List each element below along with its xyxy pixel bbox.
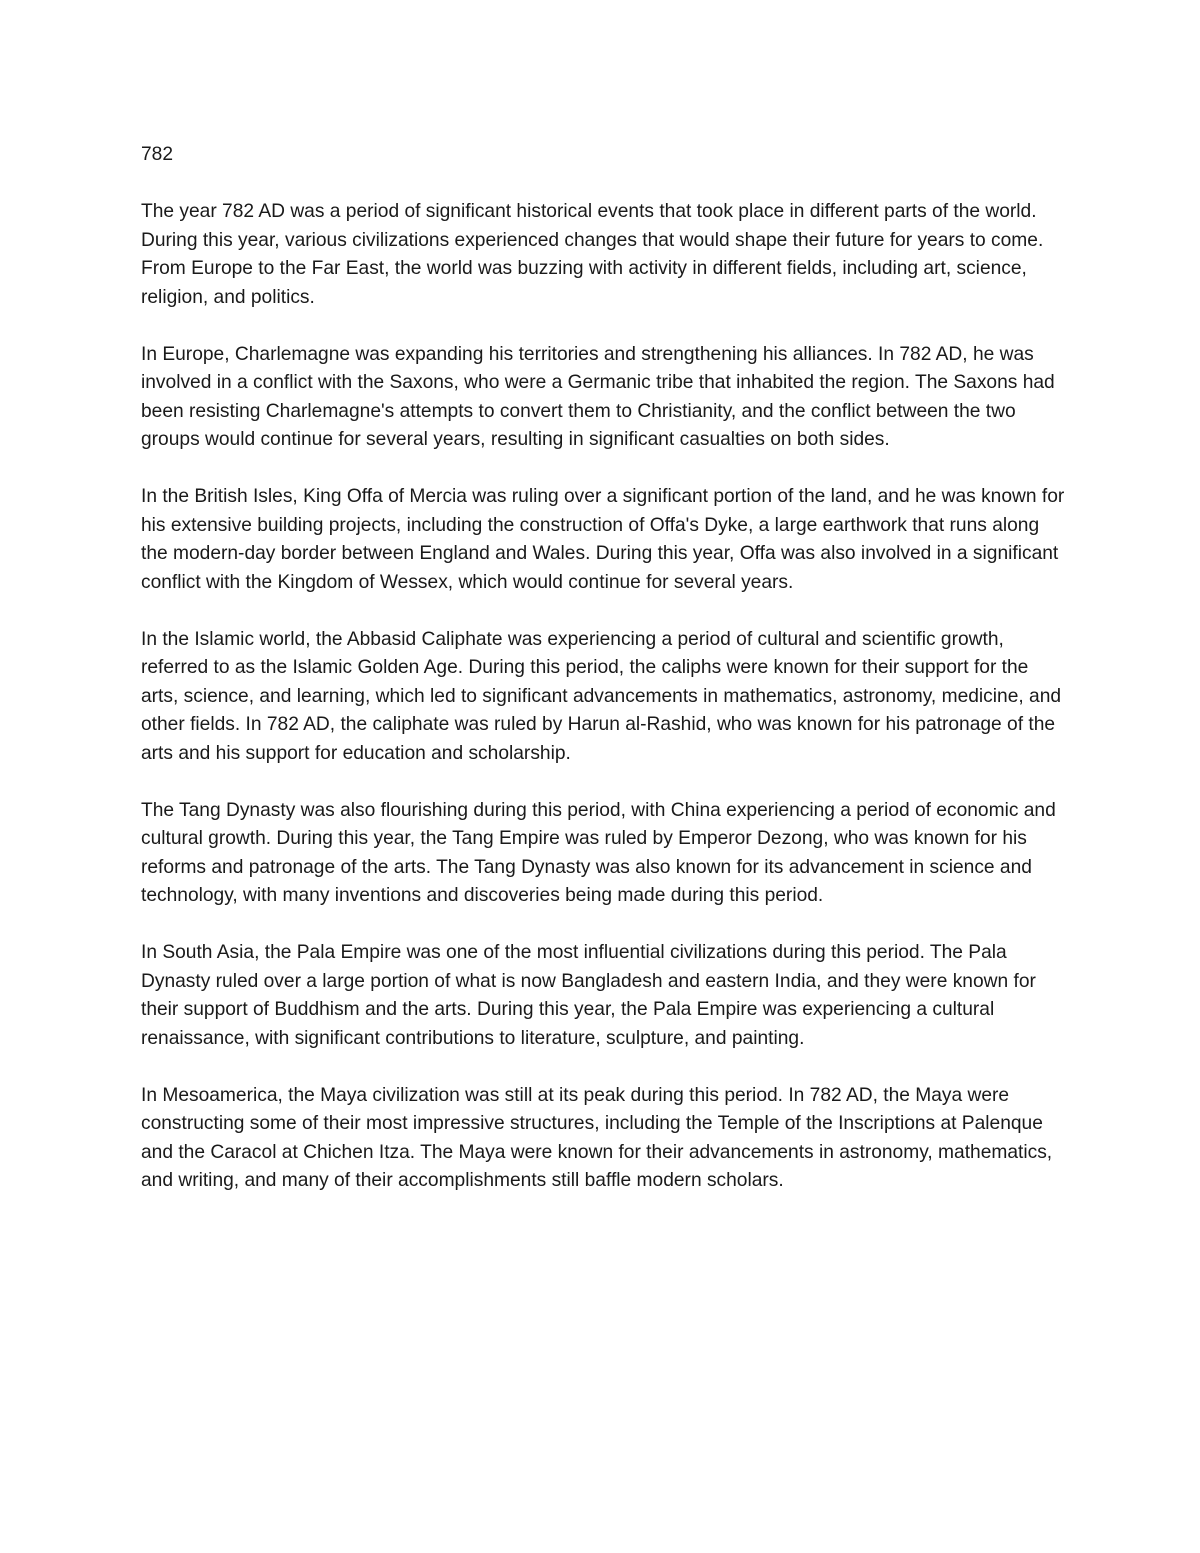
document-title: 782 <box>141 144 174 165</box>
paragraph-mesoamerica: In Mesoamerica, the Maya civilization was still at its peak during this period. In 782 AD, the Maya were constructing some of their most impressive structures, including the Temple of the Inscriptions at Palenque and the Caracol at Chichen Itza. The Maya were known for their advancements in astronomy, mathematics, and writing, and many of their accomplishments still baffle modern scholars. <box>141 1084 1053 1191</box>
paragraph-islamic-world: In the Islamic world, the Abbasid Caliphate was experiencing a period of cultural and scientific growth, referred to as the Islamic Golden Age. During this period, the caliphs were known for their support for the arts, science, and learning, which led to significant advancements in mathematics, astronomy, medicine, and other fields. In 782 AD, the caliphate was ruled by Harun al-Rashid, who was known for his patronage of the arts and his support for education and scholarship. <box>141 628 1062 764</box>
paragraph-europe: In Europe, Charlemagne was expanding his territories and strengthening his alliances. In 782 AD, he was involved in a conflict with the Saxons, who were a Germanic tribe that inhabited the region. The Saxons had been resisting Charlemagne's attempts to convert them to Christianity, and the conflict between the two groups would continue for several years, resulting in significant casualties on both sides. <box>141 343 1055 450</box>
paragraph-south-asia: In South Asia, the Pala Empire was one of the most influential civilizations during this period. The Pala Dynasty ruled over a large portion of what is now Bangladesh and eastern India, and they were known for their support of Buddhism and the arts. During this year, the Pala Empire was experiencing a cultural renaissance, with significant contributions to literature, sculpture, and painting. <box>141 942 1036 1049</box>
paragraph-tang-dynasty: The Tang Dynasty was also flourishing during this period, with China experiencing a period of economic and cultural growth. During this year, the Tang Empire was ruled by Emperor Dezong, who was known for his reforms and patronage of the arts. The Tang Dynasty was also known for its advancement in science and technology, with many inventions and discoveries being made during this period. <box>141 799 1056 906</box>
paragraph-intro: The year 782 AD was a period of significant historical events that took place in different parts of the world. During this year, various civilizations experienced changes that would shape their future for years to come. From Europe to the Far East, the world was buzzing with activity in different fields, including art, science, religion, and politics. <box>141 201 1044 308</box>
paragraph-british-isles: In the British Isles, King Offa of Mercia was ruling over a significant portion of the land, and he was known for his extensive building projects, including the construction of Offa's Dyke, a large earthwork that runs along the modern-day border between England and Wales. During this year, Offa was also involved in a significant conflict with the Kingdom of Wessex, which would continue for several years. <box>141 486 1065 593</box>
document-body <box>141 141 1066 1196</box>
